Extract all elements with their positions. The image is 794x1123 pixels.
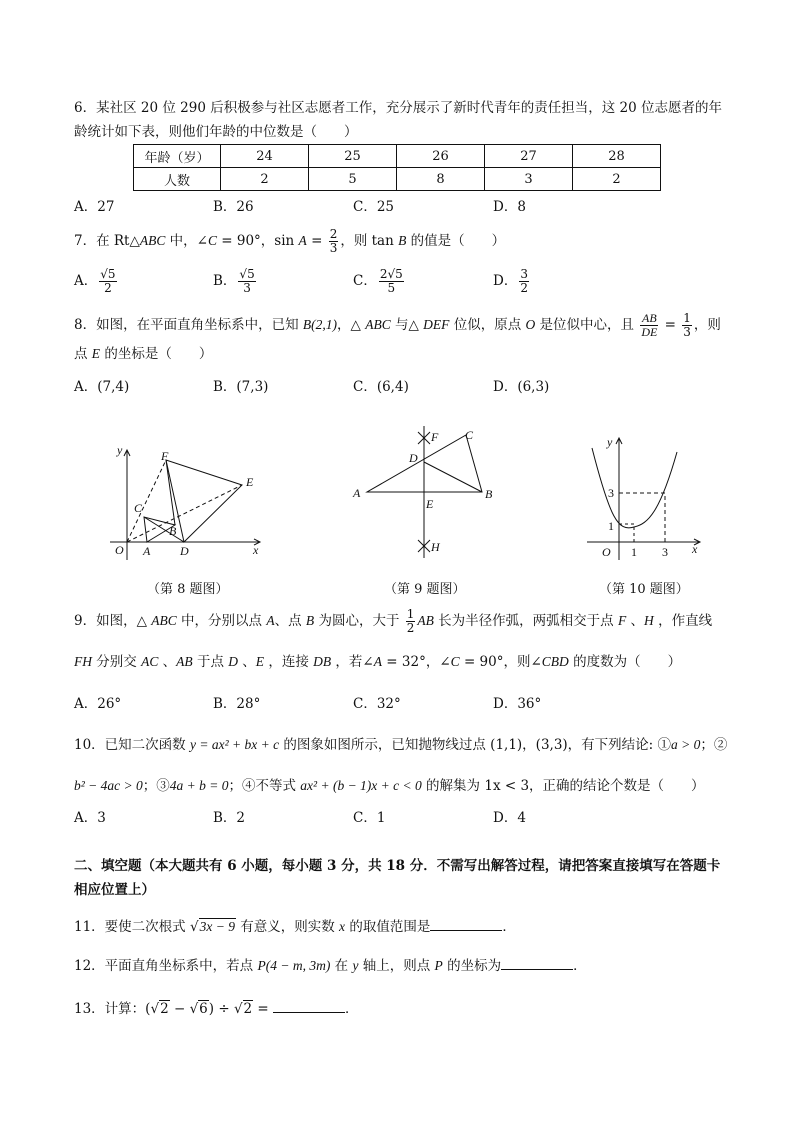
fig8-label-c: C <box>134 501 143 515</box>
fig10-label-x: x <box>692 542 698 556</box>
fig10-label-o: O <box>602 545 611 559</box>
figure-10 <box>582 432 707 567</box>
fig8-label-x: x <box>253 543 259 557</box>
table-cell: 8 <box>397 168 485 191</box>
figure-9 <box>345 420 505 565</box>
fig8-label-o: O <box>115 543 124 557</box>
fig8-label-f: F <box>161 449 169 463</box>
figure-8 <box>100 440 270 565</box>
table-cell: 年龄（岁） <box>134 145 221 168</box>
fig9-label-e: E <box>426 497 434 511</box>
age-table <box>133 144 661 191</box>
fig9-label-h: H <box>431 540 440 554</box>
fraction: $\frac{1}{2}$ <box>406 607 415 635</box>
ray-of <box>127 460 166 542</box>
q10-line2: b² − 4ac > 0；③4a + b = 0；④不等式 ax² + (b − 1)x + c < 0 的解集为 1x < 3，正确的结论个数是（ ） <box>74 778 705 794</box>
fig10-tick-y1: 1 <box>608 519 614 533</box>
table-cell: 24 <box>221 145 309 168</box>
q9-option-a: A．26° <box>74 696 122 712</box>
fig10-tick-x1: 1 <box>631 545 637 559</box>
q6-option-c: C．25 <box>353 199 395 215</box>
line-cd <box>144 517 184 542</box>
parabola <box>592 448 677 528</box>
table-row <box>134 168 661 191</box>
table-cell: 人数 <box>134 168 221 191</box>
q6-option-b: B．26 <box>213 199 254 215</box>
q8-line2: 点 E 的坐标是（ ） <box>74 346 213 362</box>
table-cell: 3 <box>485 168 573 191</box>
q6-line2: 龄统计如下表，则他们年龄的中位数是（ ） <box>74 124 358 140</box>
triangle-def <box>166 460 242 542</box>
fig8-caption: （第 8 题图） <box>147 582 229 597</box>
table-cell: 27 <box>485 145 573 168</box>
fig10-tick-x3: 3 <box>662 545 668 559</box>
q7-option-d: D． $\frac{3}{2}$ <box>493 267 528 295</box>
section2-heading-cont: 相应位置上） <box>74 882 155 898</box>
answer-blank <box>501 955 573 970</box>
guide-1-1 <box>619 524 634 542</box>
table-cell: 2 <box>573 168 661 191</box>
q8-option-b: B．(7,3) <box>213 379 269 395</box>
fig10-tick-y3: 3 <box>608 486 614 500</box>
q6-line1: 6．某社区 20 位 290 后积极参与社区志愿者工作，充分展示了新时代青年的责任担当，这 20 位志愿者的年 <box>74 100 722 116</box>
fig8-label-e: E <box>246 475 254 489</box>
fig9-label-a: A <box>353 486 361 500</box>
fig8-label-d: D <box>180 544 189 558</box>
q8-option-a: A．(7,4) <box>74 379 130 395</box>
fig8-label-a: A <box>143 544 151 558</box>
q10-option-d: D．4 <box>493 810 526 826</box>
table-cell: 5 <box>309 168 397 191</box>
fig10-label-y: y <box>607 435 613 449</box>
fig9-label-b: B <box>485 487 493 501</box>
q10-option-b: B．2 <box>213 810 246 826</box>
fraction: $\frac{AB}{DE}$ <box>641 311 658 339</box>
answer-blank <box>273 998 345 1013</box>
q6-option-a: A．27 <box>74 199 115 215</box>
line-db <box>424 462 482 492</box>
fig10-caption: （第 10 题图） <box>599 582 689 597</box>
q10-option-a: A．3 <box>74 810 106 826</box>
q9-option-b: B．28° <box>213 696 261 712</box>
fig9-label-d: D <box>409 451 418 465</box>
q9-line1: 9．如图，△ ABC 中，分别以点 A、点 B 为圆心，大于 $\frac{1}{2}$ AB 长为半径作弧，两弧相交于点 F 、H ，作直线 <box>74 607 713 635</box>
table-row <box>134 145 661 168</box>
q6-option-d: D．8 <box>493 199 526 215</box>
q9-option-d: D．36° <box>493 696 542 712</box>
guide-3-3 <box>619 493 665 542</box>
table-cell: 26 <box>397 145 485 168</box>
answer-blank <box>430 916 502 931</box>
table-cell: 2 <box>221 168 309 191</box>
q13: 13．计算：(√2 − √6) ÷ √2 = ． <box>74 998 359 1019</box>
section2-heading: 二、填空题（本大题共有 6 小题，每小题 3 分，共 18 分．不需写出解答过程，请把答案直接填写在答题卡 <box>74 858 721 874</box>
fig9-caption: （第 9 题图） <box>384 582 466 597</box>
fig9-label-c: C <box>465 428 474 442</box>
q8-option-d: D．(6,3) <box>493 379 550 395</box>
q9-option-c: C．32° <box>353 696 401 712</box>
q7-stem: 7．在 Rt△ABC 中，∠C = 90°，sin A = $\frac{2}{3}$ ，则 tan B 的值是（ ） <box>74 227 506 255</box>
q7-option-c: C． $\frac{2√5}{5}$ <box>353 267 403 295</box>
q10-option-c: C．1 <box>353 810 386 826</box>
fig9-label-f: F <box>431 430 439 444</box>
ray-oe <box>127 485 242 542</box>
q8-line1: 8．如图，在平面直角坐标系中，已知 B(2,1)，△ ABC 与△ DEF 位似，原点 O 是位似中心，且 $\frac{AB}{DE}$ = $\frac{1}{3}$ ，则 <box>74 311 721 339</box>
q12: 12．平面直角坐标系中，若点 P(4 − m, 3m) 在 y 轴上，则点 P 的坐标为 ． <box>74 955 587 976</box>
fig8-label-b: B <box>169 524 177 538</box>
q7-option-b: B． $\frac{√5}{3}$ <box>213 267 255 295</box>
fig8-label-y: y <box>117 443 123 457</box>
q9-line2: FH 分别交 AC 、AB 于点 D 、E ，连接 DB ，若∠A = 32°，∠C = 90°，则∠CBD 的度数为（ ） <box>74 654 682 670</box>
table-cell: 25 <box>309 145 397 168</box>
q11: 11．要使二次根式 √3x − 9 有意义，则实数 x 的取值范围是 ． <box>74 916 516 937</box>
line-bf <box>166 460 175 525</box>
table-cell: 28 <box>573 145 661 168</box>
q8-option-c: C．(6,4) <box>353 379 409 395</box>
q7-option-a: A． $\frac{√5}{2}$ <box>74 267 116 295</box>
fraction: $\frac{2}{3}$ <box>329 227 338 255</box>
q10-line1: 10．已知二次函数 y = ax² + bx + c 的图象如图所示，已知抛物线过点 (1,1)，(3,3)，有下列结论: ①a > 0；② <box>74 737 728 753</box>
fraction: $\frac{1}{3}$ <box>683 311 691 339</box>
